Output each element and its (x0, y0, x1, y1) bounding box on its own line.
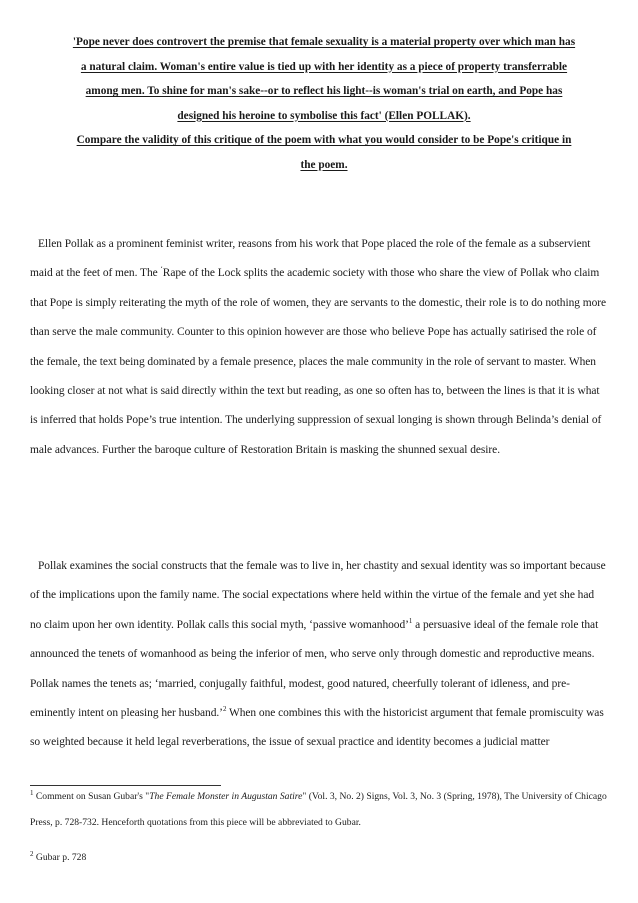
footnote-1-text-a: Comment on Susan Gubar's " (33, 791, 150, 802)
footnote-2-text: Gubar p. 728 (33, 852, 87, 863)
heading-question-line-1: Compare the validity of this critique of the poem with what you would consider to be Pope's critique in (76, 134, 572, 146)
paragraph-2-text-c: When one combines this with the historicist argument that female promiscuity was so weighted because it held legal reverberations, the issue of sexual practice and identity becomes a judicial matter (30, 707, 604, 749)
paragraph-1-text-b: Rape of the Lock splits the academic society with those who share the view of Pollak who claim that Pope is simply reiterating the myth of the role of women, they are servants to the domestic, their role is to do nothing more than serve the male community. Counter to this opinion however are those who believe Pope has actually satirised the role of the female, the text being dominated by a female presence, places the male community in the role of servant to master. When looking closer at not what is said directly within the text but reading, as one so often has to, between the lines is that it is what is inferred that holds Pope’s true intention. The underlying suppression of sexual longing is shown through Belinda’s denial of male advances. Further the baroque culture of Restoration Britain is masking the shunned sexual desire. (30, 267, 607, 456)
essay-heading (30, 30, 618, 177)
heading-quote-line-1: 'Pope never does controvert the premise that female sexuality is a material property over which man has (72, 36, 576, 48)
heading-question-line-2: the poem. (300, 158, 348, 171)
paragraph-2-text-a: Pollak examines the social constructs that the female was to live in, her chastity and sexual identity was so important because of the implications upon the family name. The social expectations where held within the virtue of the female and yet she had no claim upon her own identity. Pollak calls this social myth, ‘passive womanhood’ (30, 560, 606, 631)
heading-quote-line-4: designed his heroine to symbolise this fact' (Ellen POLLAK). (177, 109, 471, 122)
footnote-1 (30, 784, 620, 836)
footnote-ref-1[interactable]: 1 (408, 617, 413, 625)
footnote-1-number: 1 (30, 788, 34, 797)
heading-quote-line-3: among men. To shine for man's sake--or to reflect his light--is woman's trial on earth, and Pope has (85, 85, 563, 97)
paragraph-1-text-a: Ellen Pollak as a prominent feminist writer, reasons from his work that Pope placed the role of the female as a subservient maid at the feet of men. The (30, 238, 591, 280)
paragraph-1-mark: ‘ (160, 265, 163, 274)
footnote-2-number: 2 (30, 849, 34, 858)
footnote-1-text-b: " (Vol. 3, No. 2) Signs, Vol. 3, No. 3 (Spring, 1978), The University of Chicago Press, p. 728-732. Henceforth quotations from this piece will be abbreviated to Gubar. (30, 791, 607, 828)
footnote-1-title: The Female Monster in Augustan Satire (149, 791, 303, 802)
paragraph-2-text-b: a persuasive ideal of the female role that announced the tenets of womanhood as being the inferior of men, who serve only through domestic and reproductive means. Pollak names the tenets as; ‘married, conjugally faithful, modest, good natured, cheerfully tolerant of idleness, and pre-eminently intent on pleasing her husband.’ (30, 618, 599, 720)
footnote-ref-2[interactable]: 2 (222, 705, 227, 714)
footnote-2 (30, 845, 620, 871)
body-paragraph-2 (30, 552, 608, 758)
heading-quote-line-2: a natural claim. Woman's entire value is tied up with her identity as a piece of property transferrable (80, 60, 568, 73)
body-paragraph-1 (30, 230, 608, 465)
